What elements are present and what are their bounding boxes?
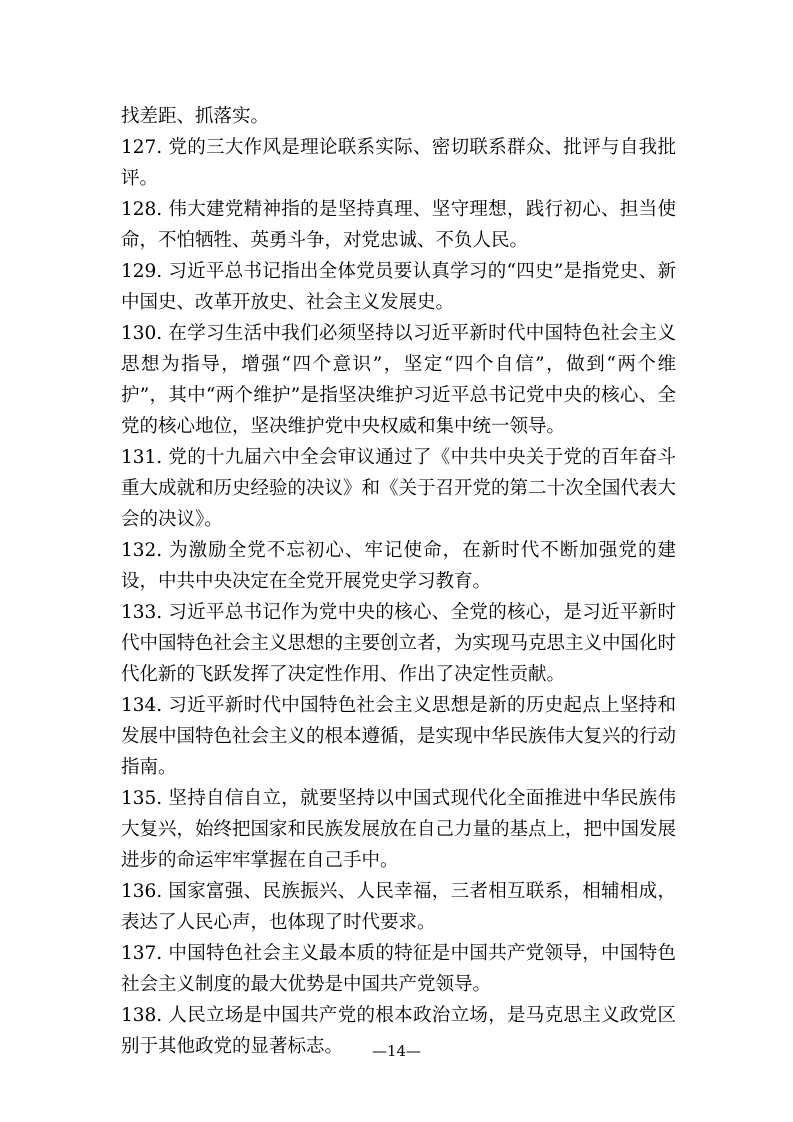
paragraph-129: 129. 习近平总书记指出全体党员要认真学习的“四史”是指党史、新中国史、改革开放史、社会主义发展史。 xyxy=(121,261,676,313)
paragraph-127: 127. 党的三大作风是理论联系实际、密切联系群众、批评与自我批评。 xyxy=(121,137,676,189)
paragraph-continuation: 找差距、抓落实。 xyxy=(121,106,270,127)
paragraph-131: 131. 党的十九届六中全会审议通过了《中共中央关于党的百年奋斗重大成就和历史经验的决议》和《关于召开党的第二十次全国代表大会的决议》。 xyxy=(121,447,677,530)
paragraph-136: 136. 国家富强、民族振兴、人民幸福，三者相互联系，相辅相成，表达了人民心声，也体现了时代要求。 xyxy=(121,881,676,933)
paragraph-130: 130. 在学习生活中我们必须坚持以习近平新时代中国特色社会主义思想为指导，增强“四个意识”，坚定“四个自信”，做到“两个维护”，其中“两个维护”是指坚决维护习近平总书记党中央的核心、全党的核心地位，坚决维护党中央权威和集中统一领导。 xyxy=(121,323,676,437)
paragraph-135: 135. 坚持自信自立，就要坚持以中国式现代化全面推进中华民族伟大复兴，始终把国家和民族发展放在自己力量的基点上，把中国发展进步的命运牢牢掌握在自己手中。 xyxy=(121,788,677,871)
paragraph-137: 137. 中国特色社会主义最本质的特征是中国共产党领导，中国特色社会主义制度的最大优势是中国共产党领导。 xyxy=(121,943,676,995)
page-number: —14— xyxy=(371,1042,422,1060)
paragraph-128: 128. 伟大建党精神指的是坚持真理、坚守理想，践行初心、担当使命，不怕牺牲、英勇斗争，对党忠诚、不负人民。 xyxy=(121,199,676,251)
paragraph-134: 134. 习近平新时代中国特色社会主义思想是新的历史起点上坚持和发展中国特色社会主义的根本遵循，是实现中华民族伟大复兴的行动指南。 xyxy=(121,695,677,778)
paragraph-132: 132. 为激励全党不忘初心、牢记使命，在新时代不断加强党的建设，中共中央决定在全党开展党史学习教育。 xyxy=(121,540,676,592)
paragraph-138: 138. 人民立场是中国共产党的根本政治立场，是马克思主义政党区别于其他政党的显著标志。 xyxy=(121,1005,676,1057)
body-text xyxy=(121,101,676,1062)
paragraph-133: 133. 习近平总书记作为党中央的核心、全党的核心，是习近平新时代中国特色社会主义思想的主要创立者，为实现马克思主义中国化时代化新的飞跃发挥了决定性作用、作出了决定性贡献。 xyxy=(121,602,677,685)
